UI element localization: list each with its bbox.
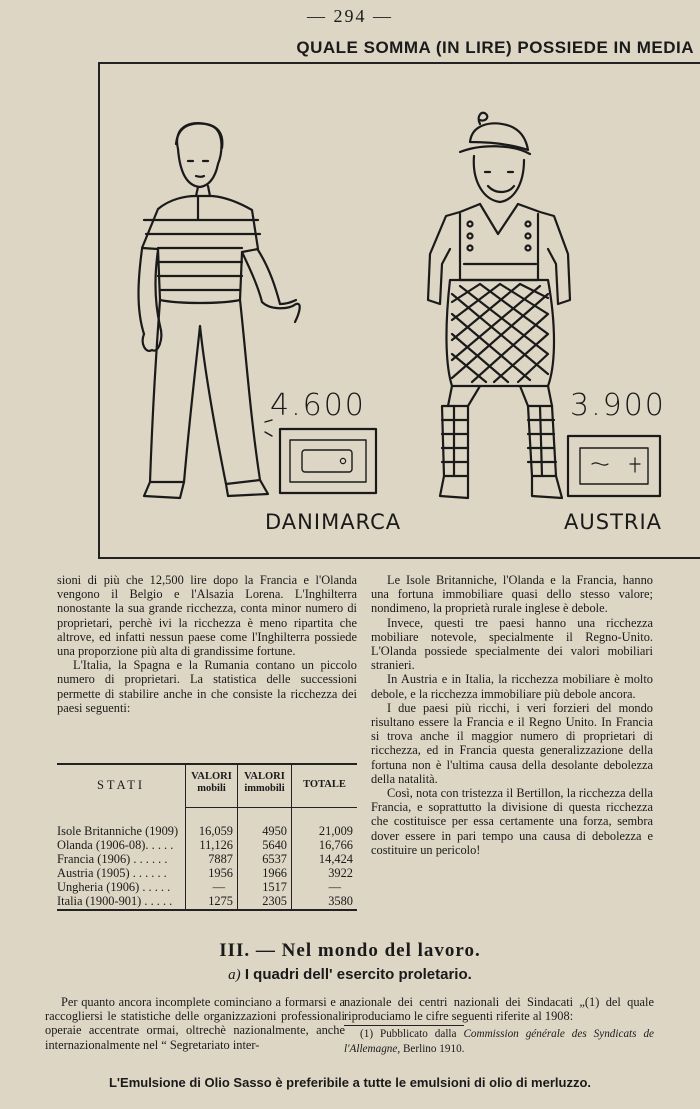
cell-totale: 3922 — [328, 866, 353, 880]
amount-left: 4.600 — [270, 388, 366, 423]
cell-immobili: 6537 — [262, 852, 287, 866]
cell-immobili: 5640 — [262, 838, 287, 852]
cell-stato: Olanda (1906-08). . . . . — [57, 838, 174, 852]
country-right: AUSTRIA — [564, 510, 663, 534]
left-column-text — [57, 573, 357, 715]
section-title: III. — Nel mondo del lavoro. — [219, 940, 481, 961]
right-column-text — [371, 573, 653, 857]
subtitle-letter: a) — [228, 967, 241, 983]
cell-mobili: 7887 — [208, 852, 233, 866]
header-mobili: VALORI mobili — [191, 771, 232, 794]
advertisement: L'Emulsione di Olio Sasso è preferibile a tutte le emulsioni di olio di merluzzo. — [108, 1075, 591, 1090]
page-number: — 294 — — [307, 6, 393, 26]
header-totale: TOTALE — [303, 779, 346, 790]
illustration-drawing — [100, 64, 700, 561]
bottom-right-text — [344, 995, 654, 1056]
cell-totale: — — [328, 880, 341, 894]
table-row — [57, 866, 357, 880]
country-left: DANIMARCA — [265, 510, 402, 534]
footnote-title: Commission générale des Syndicats de l'Allemagne, — [344, 1028, 654, 1055]
cell-immobili: 1517 — [262, 880, 287, 894]
cell-totale: 14,424 — [318, 852, 353, 866]
cell-mobili: — — [212, 880, 225, 894]
section-subtitle — [0, 966, 700, 984]
paragraph: Invece, questi tre paesi hanno una ricchezza mobiliare notevole, specialmente il Regno-Unito. L'Olanda possiede specialmente dei valori mobiliari stranieri. — [371, 615, 653, 673]
table-row — [57, 880, 357, 894]
cell-immobili: 1966 — [262, 866, 287, 880]
cell-mobili: 1275 — [208, 894, 233, 908]
illustration-frame — [98, 62, 700, 559]
paragraph: In Austria e in Italia, la ricchezza mobiliare è molto debole, e la ricchezza immobiliare più debole ancora. — [371, 672, 653, 701]
bottom-left-text — [45, 995, 345, 1052]
header-immobili: VALORI immobili — [244, 771, 285, 794]
paragraph: nazionale dei centri nazionali dei Sindacati „(1) del quale riproduciamo le cifre seguenti riferite al 1908: — [344, 995, 654, 1024]
table-row — [57, 894, 357, 908]
cell-immobili: 4950 — [262, 824, 287, 838]
cell-stato: Italia (1900-901) . . . . . — [57, 894, 173, 908]
footnote-prefix: (1) Pubblicato dalla — [360, 1028, 457, 1041]
cell-immobili: 2305 — [262, 894, 287, 908]
cell-stato: Isole Britanniche (1909) — [57, 824, 179, 838]
cell-stato: Francia (1906) . . . . . . — [57, 852, 168, 866]
footnote — [344, 1027, 654, 1055]
paragraph: I due paesi più ricchi, i veri forzieri del mondo risultano essere la Francia e il Regno Unito. In Francia si trova anche il maggior numero di proprietari di ricchezza, ed in Francia questa generalizzazione della fortuna non è l'ultima causa della desolante debolezza della natalità. — [371, 700, 653, 786]
paragraph: Così, nota con tristezza il Bertillon, la ricchezza della Francia, e soprattutto la divisione di questa ricchezza che costituisce per essa certamente una forza, sembra dover essere in pari tempo una causa di debolezza e costituire un pericolo! — [371, 786, 653, 857]
paragraph: Per quanto ancora incomplete cominciano a formarsi e a raccogliersi le statistiche delle organizzazioni professionali operaie accentrate ormai, oltrechè nazionalmente, anche internazionalmente nel “ Segretariato inter- — [45, 995, 345, 1052]
cell-stato: Ungheria (1906) . . . . . — [57, 880, 171, 894]
amount-right: 3.900 — [570, 388, 666, 423]
cell-mobili: 1956 — [208, 866, 233, 880]
paragraph: Le Isole Britanniche, l'Olanda e la Francia, hanno una fortuna immobiliare quasi dello stesso valore; nondimeno, la proprietà rurale inglese è debole. — [371, 573, 653, 616]
footnote-suffix: Berlino 1910. — [402, 1042, 465, 1055]
table-row — [57, 824, 357, 838]
cell-totale: 21,009 — [318, 824, 353, 838]
paragraph: sioni di più che 12,500 lire dopo la Francia e l'Olanda vengono il Belgio e l'Alsazia Lorena. L'Inghilterra nonostante la sua grande ricchezza, conta minor numero di proprietari, perchè ivi la ricchezza è meno ripartita che altrove, ed infatti nessun paese come l'Inghilterra possiede una proporzione più alta di grandissime fortune. — [57, 573, 357, 659]
cell-totale: 3580 — [328, 894, 353, 908]
cell-stato: Austria (1905) . . . . . . — [57, 866, 167, 880]
subtitle-text: I quadri dell' esercito proletario. — [244, 966, 472, 983]
table-row — [57, 838, 357, 852]
footnote-rule — [344, 1025, 464, 1026]
header-stati: STATI — [96, 778, 146, 792]
cell-mobili: 11,126 — [199, 838, 233, 852]
paragraph: L'Italia, la Spagna e la Rumania contano un piccolo numero di proprietari. La statistica delle successioni permette di stabilire anche in che consiste la ricchezza dei paesi seguenti: — [57, 658, 357, 715]
table-row — [57, 852, 357, 866]
cell-mobili: 16,059 — [198, 824, 233, 838]
cell-totale: 16,766 — [318, 838, 353, 852]
running-title: QUALE SOMMA (IN LIRE) POSSIEDE IN MEDIA — [296, 38, 694, 57]
